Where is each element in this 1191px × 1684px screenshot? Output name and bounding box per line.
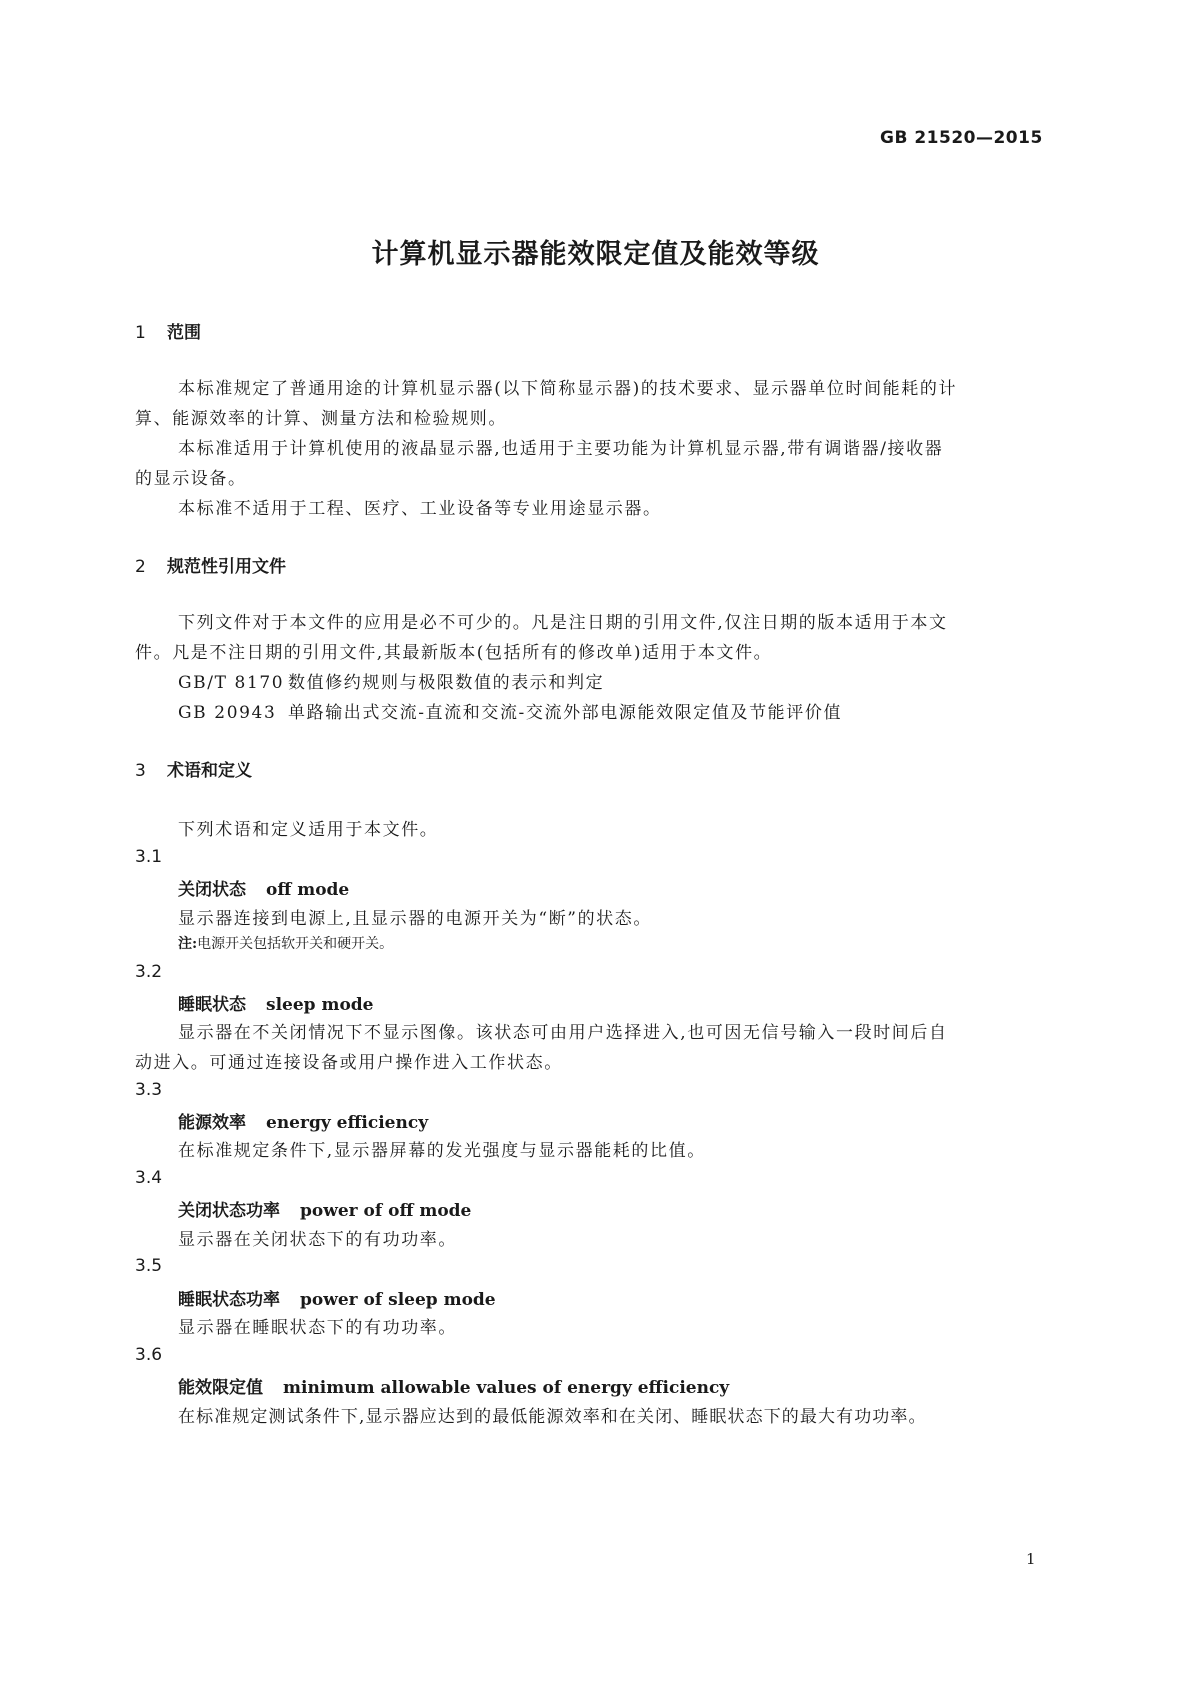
section-title: 范围 [167,323,201,343]
term-definition: 在标准规定测试条件下,显示器应达到的最低能源效率和在关闭、睡眠状态下的最大有功功率。 [178,1407,927,1427]
section-title: 规范性引用文件 [167,557,286,577]
term-number: 3.6 [135,1345,163,1365]
term-heading [178,1196,471,1221]
reference-item [178,698,842,723]
paragraph-line: 下列文件对于本文件的应用是必不可少的。凡是注日期的引用文件,仅注日期的版本适用于本文 [178,613,948,633]
paragraph-line: 的显示设备。 [135,469,247,489]
term-number: 3.5 [135,1256,163,1276]
term-heading [178,990,374,1015]
paragraph-line: 本标准适用于计算机使用的液晶显示器,也适用于主要功能为计算机显示器,带有调谐器/接收器 [178,439,944,459]
reference-code: GB/T 8170 [178,673,285,693]
term-definition: 显示器连接到电源上,且显示器的电源开关为“断”的状态。 [178,909,652,929]
term-number: 3.4 [135,1168,163,1188]
term-definition: 动进入。可通过连接设备或用户操作进入工作状态。 [135,1053,563,1073]
section-title: 术语和定义 [167,761,252,781]
section-number: 3 [135,761,146,781]
reference-title: 单路输出式交流-直流和交流-交流外部电源能效限定值及节能评价值 [288,703,843,723]
section-heading-normative-references [135,552,286,577]
term-number: 3.1 [135,847,163,867]
document-title: 计算机显示器能效限定值及能效等级 [371,239,820,270]
term-zh: 能效限定值 [178,1378,263,1398]
term-definition: 显示器在不关闭情况下不显示图像。该状态可由用户选择进入,也可因无信号输入一段时间后自 [178,1023,948,1043]
term-en: off mode [266,880,350,900]
reference-item [178,668,604,693]
note-text: 电源开关包括软开关和硬开关。 [197,936,394,952]
term-zh: 关闭状态功率 [178,1201,280,1221]
note-label: 注: [178,936,198,952]
term-zh: 能源效率 [178,1113,246,1133]
reference-code: GB 20943 [178,703,277,723]
paragraph-line: 本标准规定了普通用途的计算机显示器(以下简称显示器)的技术要求、显示器单位时间能耗的计 [178,379,958,399]
term-en: minimum allowable values of energy efficiency [283,1378,730,1398]
term-definition: 在标准规定条件下,显示器屏幕的发光强度与显示器能耗的比值。 [178,1141,706,1161]
paragraph-line: 件。凡是不注日期的引用文件,其最新版本(包括所有的修改单)适用于本文件。 [135,643,773,663]
term-en: energy efficiency [266,1113,429,1133]
section-number: 2 [135,557,146,577]
page-number: 1 [1026,1550,1036,1568]
section-heading-terms-definitions [135,756,252,781]
term-en: sleep mode [266,995,374,1015]
section-intro: 下列术语和定义适用于本文件。 [178,820,439,840]
term-heading [178,1108,428,1133]
term-number: 3.3 [135,1080,163,1100]
term-en: power of sleep mode [300,1290,496,1310]
term-zh: 睡眠状态 [178,995,246,1015]
term-heading [178,875,349,900]
term-en: power of off mode [300,1201,472,1221]
term-zh: 关闭状态 [178,880,246,900]
note [178,933,393,953]
term-heading [178,1373,729,1398]
section-heading-scope [135,318,201,343]
paragraph-line: 算、能源效率的计算、测量方法和检验规则。 [135,409,507,429]
term-zh: 睡眠状态功率 [178,1290,280,1310]
standard-number: GB 21520—2015 [880,128,1043,148]
paragraph-line: 本标准不适用于工程、医疗、工业设备等专业用途显示器。 [178,499,662,519]
term-number: 3.2 [135,962,163,982]
term-definition: 显示器在关闭状态下的有功功率。 [178,1230,457,1250]
term-definition: 显示器在睡眠状态下的有功功率。 [178,1318,457,1338]
reference-title: 数值修约规则与极限数值的表示和判定 [288,673,605,693]
term-heading [178,1285,496,1310]
section-number: 1 [135,323,146,343]
